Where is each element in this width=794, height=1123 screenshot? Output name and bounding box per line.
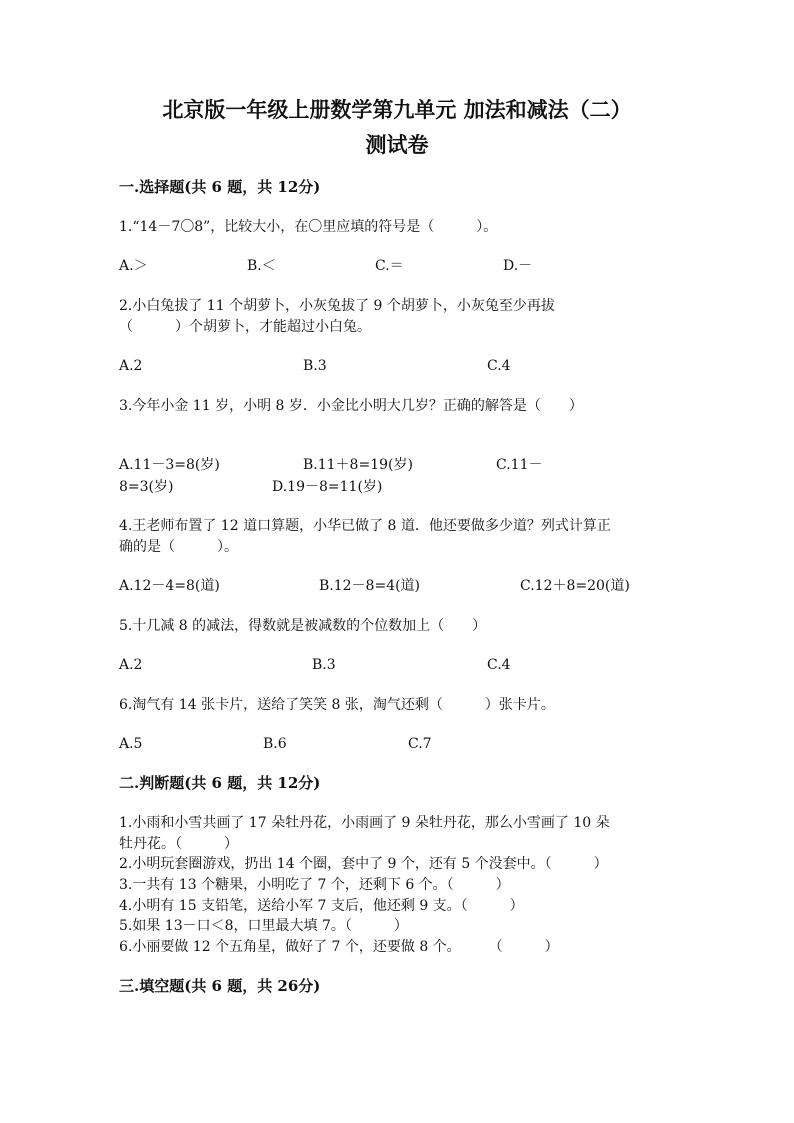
choice-q4-option-c: C.12＋8=20(道)	[520, 578, 630, 594]
choice-q3-option-b: B.11＋8=19(岁)	[303, 457, 413, 473]
judge-q2: 2.小明玩套圈游戏，扔出 14 个圈，套中了 9 个，还有 5 个没套中。（ ）	[119, 856, 608, 872]
choice-q6-option-b: B.6	[263, 736, 287, 752]
exam-title: 北京版一年级上册数学第九单元 加法和减法（二）	[162, 97, 632, 122]
choice-q1-text: 1.“14－7〇8”，比较大小，在〇里应填的符号是（ ）。	[119, 219, 498, 235]
choice-q4-text-line1: 4.王老师布置了 12 道口算题，小华已做了 8 道．他还要做多少道？列式计算正	[119, 518, 611, 534]
section-heading-fill: 三.填空题(共 6 题，共 26分)	[119, 977, 321, 995]
choice-q2-option-b: B.3	[303, 358, 327, 374]
choice-q1-option-a: A.＞	[119, 258, 148, 274]
choice-q2-text-line2: （ ）个胡萝卜，才能超过小白兔。	[119, 319, 371, 335]
choice-q2-option-c: C.4	[487, 358, 511, 374]
choice-q2-text-line1: 2.小白兔拔了 11 个胡萝卜，小灰兔拔了 9 个胡萝卜，小灰兔至少再拔	[119, 298, 555, 314]
choice-q5-option-c: C.4	[487, 657, 511, 673]
judge-q1-line1: 1.小雨和小雪共画了 17 朵牡丹花，小雨画了 9 朵牡丹花，那么小雪画了 10 朵	[119, 815, 610, 831]
choice-q3-option-c-continued: 8=3(岁)	[119, 479, 174, 495]
choice-q6-text: 6.淘气有 14 张卡片，送给了笑笑 8 张，淘气还剩（ ）张卡片。	[119, 697, 555, 713]
judge-q5: 5.如果 13－口＜8，口里最大填 7。（ ）	[119, 918, 408, 934]
section-heading-judge: 二.判断题(共 6 题，共 12分)	[119, 774, 321, 792]
choice-q6-option-a: A.5	[119, 736, 143, 752]
section-heading-choice: 一.选择题(共 6 题，共 12分)	[119, 178, 321, 196]
choice-q4-option-b: B.12－8=4(道)	[319, 578, 421, 594]
judge-q1-line2: 牡丹花。（ ）	[119, 836, 238, 852]
choice-q4-text-line2: 确的是（ ）。	[119, 539, 238, 555]
choice-q3-option-d: D.19－8=11(岁)	[272, 479, 383, 495]
choice-q3-option-c: C.11－	[496, 457, 543, 473]
choice-q3-text: 3.今年小金 11 岁，小明 8 岁．小金比小明大几岁？正确的解答是（ ）	[119, 398, 583, 414]
choice-q1-option-b: B.＜	[247, 258, 276, 274]
choice-q3-option-a: A.11－3=8(岁)	[119, 457, 220, 473]
choice-q1-option-c: C.＝	[375, 258, 404, 274]
judge-q3: 3.一共有 13 个糖果，小明吃了 7 个，还剩下 6 个。（ ）	[119, 877, 510, 893]
choice-q2-option-a: A.2	[119, 358, 143, 374]
exam-title-line2: 测试卷	[365, 132, 429, 157]
choice-q1-option-d: D.－	[503, 258, 533, 274]
choice-q4-option-a: A.12－4=8(道)	[119, 578, 220, 594]
choice-q5-option-a: A.2	[119, 657, 143, 673]
judge-q4: 4.小明有 15 支铅笔，送给小军 7 支后，他还剩 9 支。（ ）	[119, 898, 524, 914]
choice-q6-option-c: C.7	[408, 736, 432, 752]
choice-q5-option-b: B.3	[312, 657, 336, 673]
choice-q5-text: 5.十几减 8 的减法，得数就是被减数的个位数加上（ ）	[119, 618, 487, 634]
judge-q6: 6.小丽要做 12 个五角星，做好了 7 个，还要做 8 个。 （ ）	[119, 939, 559, 955]
